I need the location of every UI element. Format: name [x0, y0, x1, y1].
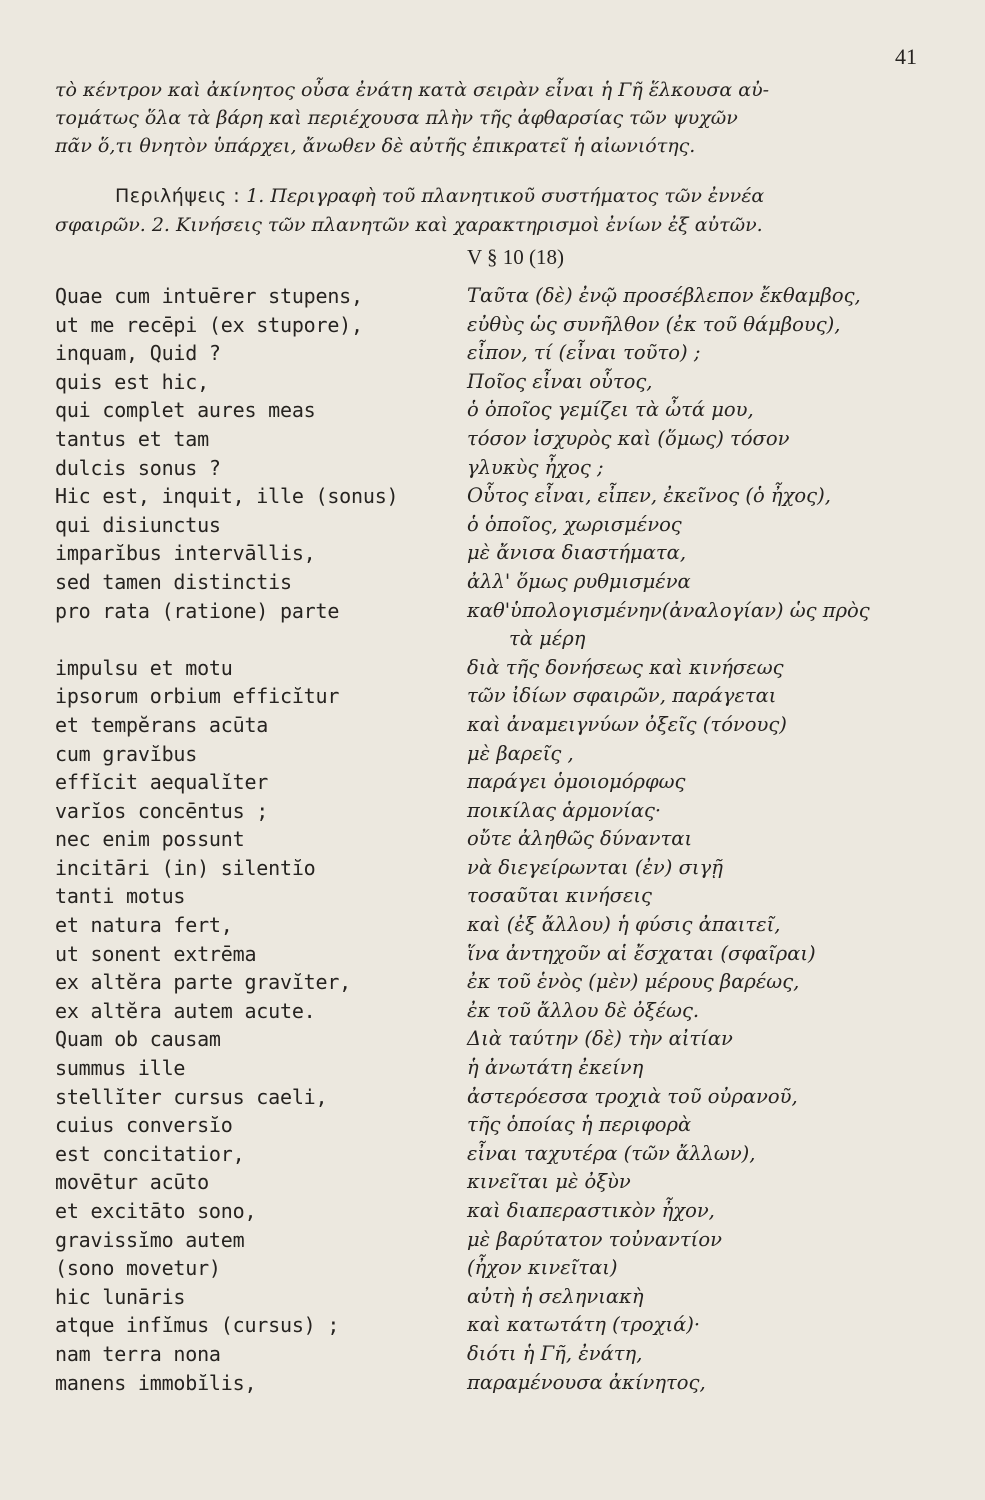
latin-line: tantus et tam — [55, 426, 209, 451]
summary-line: σφαιρῶν. 2. Κινήσεις τῶν πλανητῶν καὶ χαρακτηρισμοὶ ἐνίων ἐξ αὐτῶν. — [55, 214, 763, 236]
latin-line: Quae cum intuērer stupens, — [55, 284, 363, 308]
intro-line: τομάτως ὅλα τὰ βάρη καὶ περιέχουσα πλὴν τῆς ἀφθαρσίας τῶν ψυχῶν — [55, 107, 738, 129]
latin-line: incitāri (in) silentĭo — [55, 855, 316, 880]
latin-line: et tempĕrans acūta — [55, 712, 269, 737]
latin-line: et natura fert, — [55, 913, 233, 938]
greek-line: ἀλλ' ὅμως ρυθμισμένα — [467, 569, 691, 593]
latin-line: hic lunāris — [55, 1284, 186, 1309]
greek-line: Οὗτος εἶναι, εἶπεν, ἐκεῖνος (ὁ ἦχος), — [467, 484, 831, 508]
latin-line: et excitāto sono, — [55, 1199, 257, 1223]
section-heading: V § 10 (18) — [467, 245, 565, 269]
latin-line: varĭos concēntus ; — [55, 798, 269, 823]
intro-line: τὸ κέντρον καὶ ἀκίνητος οὖσα ἐνάτη κατὰ σειρὰν εἶναι ἡ Γῆ ἕλκουσα αὐ- — [55, 79, 770, 101]
greek-line: διὰ τῆς δονήσεως καὶ κινήσεως — [467, 655, 784, 679]
latin-line: cuius conversĭo — [55, 1113, 233, 1138]
greek-line: μὲ ἄνισα διαστήματα, — [467, 541, 687, 565]
greek-line: κινεῖται μὲ ὀξὺν — [467, 1170, 631, 1194]
latin-line: atque infĭmus (cursus) ; — [55, 1313, 340, 1338]
intro-paragraph — [55, 76, 950, 160]
latin-line: dulcis sonus ? — [55, 455, 221, 480]
greek-line: καὶ (ἐξ ἄλλου) ἡ φύσις ἀπαιτεῖ, — [467, 913, 781, 937]
greek-column — [467, 282, 967, 1397]
latin-line — [55, 625, 455, 654]
latin-line: Hic est, inquit, ille (sonus) — [55, 484, 399, 509]
latin-line: nec enim possunt — [55, 827, 245, 852]
greek-line: ἀστερόεσσα τροχιὰ τοῦ οὐρανοῦ, — [467, 1084, 798, 1108]
greek-line: ποικίλας ἁρμονίας· — [467, 798, 662, 822]
summary-label: Περιλήψεις : — [115, 185, 241, 207]
greek-line: ὁ ὁποῖος, χωρισμένος — [467, 512, 682, 536]
latin-line: ut me recēpi (ex stupore), — [55, 312, 363, 337]
greek-line: ἵνα ἀντηχοῦν αἱ ἔσχαται (σφαῖραι) — [467, 941, 816, 965]
latin-line: qui complet aures meas — [55, 398, 316, 423]
latin-line: stellĭter cursus caeli, — [55, 1084, 328, 1109]
greek-line: τῆς ὁποίας ἡ περιφορὰ — [467, 1113, 692, 1137]
summary-line: 1. Περιγραφὴ τοῦ πλανητικοῦ συστήματος τῶν ἐννέα — [246, 185, 765, 207]
greek-line: Ταῦτα (δὲ) ἐνῷ προσέβλεπον ἔκθαμβος, — [467, 284, 861, 307]
page-number: 41 — [895, 44, 917, 69]
greek-line: εὐθὺς ὡς συνῆλθον (ἐκ τοῦ θάμβους), — [467, 312, 841, 336]
latin-line: imparĭbus intervāllis, — [55, 541, 316, 566]
greek-line: οὔτε ἀληθῶς δύνανται — [467, 827, 693, 851]
greek-line: αὐτὴ ἡ σεληνιακὴ — [467, 1284, 644, 1308]
greek-line: τὰ μέρη — [509, 627, 586, 651]
greek-line: (ἦχον κινεῖται) — [467, 1256, 618, 1280]
intro-line: πᾶν ὅ,τι θνητὸν ὑπάρχει, ἄνωθεν δὲ αὐτῆς ἐπικρατεῖ ἡ αἰωνιότης. — [55, 135, 696, 157]
greek-line: εἶπον, τί (εἶναι τοῦτο) ; — [467, 341, 701, 365]
greek-line: τοσαῦται κινήσεις — [467, 884, 652, 908]
greek-line: νὰ διεγείρωνται (ἐν) σιγῇ — [467, 855, 723, 879]
greek-line: Ποῖος εἶναι οὗτος, — [467, 369, 653, 393]
latin-line: movētur acūto — [55, 1170, 209, 1195]
latin-line: ipsorum orbium efficĭtur — [55, 684, 340, 709]
greek-line: καθ'ὑπολογισμένην(ἀναλογίαν) ὡς πρὸς — [467, 598, 870, 622]
greek-line: τῶν ἰδίων σφαιρῶν, παράγεται — [467, 684, 777, 708]
greek-line: μὲ βαρύτατον τοὐναντίον — [467, 1227, 722, 1251]
latin-line: tanti motus — [55, 884, 186, 909]
greek-line: Διὰ ταύτην (δὲ) τὴν αἰτίαν — [467, 1027, 733, 1051]
greek-line: καὶ κατωτάτη (τροχιά)· — [467, 1313, 701, 1337]
latin-line: effĭcit aequalĭter — [55, 770, 269, 795]
latin-line: ex altĕra parte gravĭter, — [55, 970, 352, 995]
latin-line: Quam ob causam — [55, 1027, 221, 1052]
latin-line: summus ille — [55, 1056, 186, 1081]
greek-line: παράγει ὁμοιομόρφως — [467, 770, 686, 794]
latin-line: nam terra nona — [55, 1341, 221, 1366]
summary-paragraph — [55, 182, 955, 240]
greek-line: ὁ ὁποῖος γεμίζει τὰ ὦτά μου, — [467, 398, 754, 422]
greek-line: καὶ ἀναμειγνύων ὀξεῖς (τόνους) — [467, 712, 787, 736]
latin-line: ex altĕra autem acute. — [55, 998, 316, 1023]
latin-line: ut sonent extrēma — [55, 941, 257, 966]
latin-line: quis est hic, — [55, 369, 209, 394]
latin-line: manens immobĭlis, — [55, 1370, 257, 1395]
greek-line: τόσον ἰσχυρὸς καὶ (ὅμως) τόσον — [467, 426, 790, 450]
latin-line: pro rata (ratione) parte — [55, 598, 340, 623]
latin-column — [55, 282, 455, 1397]
greek-line: ἐκ τοῦ ἄλλου δὲ ὀξέως. — [467, 998, 700, 1022]
latin-line: (sono movetur) — [55, 1256, 221, 1281]
greek-line: εἶναι ταχυτέρα (τῶν ἄλλων), — [467, 1141, 756, 1165]
latin-line: sed tamen distinctis — [55, 569, 292, 594]
latin-line: inquam, Quid ? — [55, 341, 221, 366]
greek-line: διότι ἡ Γῆ, ἐνάτη, — [467, 1341, 643, 1365]
greek-line: γλυκὺς ἦχος ; — [467, 455, 604, 479]
greek-line: καὶ διαπεραστικὸν ἦχον, — [467, 1199, 715, 1222]
latin-line: gravissĭmo autem — [55, 1227, 245, 1252]
greek-line: ἡ ἀνωτάτη ἐκείνη — [467, 1056, 644, 1080]
greek-line: μὲ βαρεῖς , — [467, 741, 574, 765]
greek-line: παραμένουσα ἀκίνητος, — [467, 1370, 706, 1394]
latin-line: impulsu et motu — [55, 655, 233, 680]
greek-line: ἐκ τοῦ ἑνὸς (μὲν) μέρους βαρέως, — [467, 970, 800, 994]
latin-line: qui disiunctus — [55, 512, 221, 537]
latin-line: cum gravĭbus — [55, 741, 198, 766]
latin-line: est concitatior, — [55, 1141, 245, 1166]
